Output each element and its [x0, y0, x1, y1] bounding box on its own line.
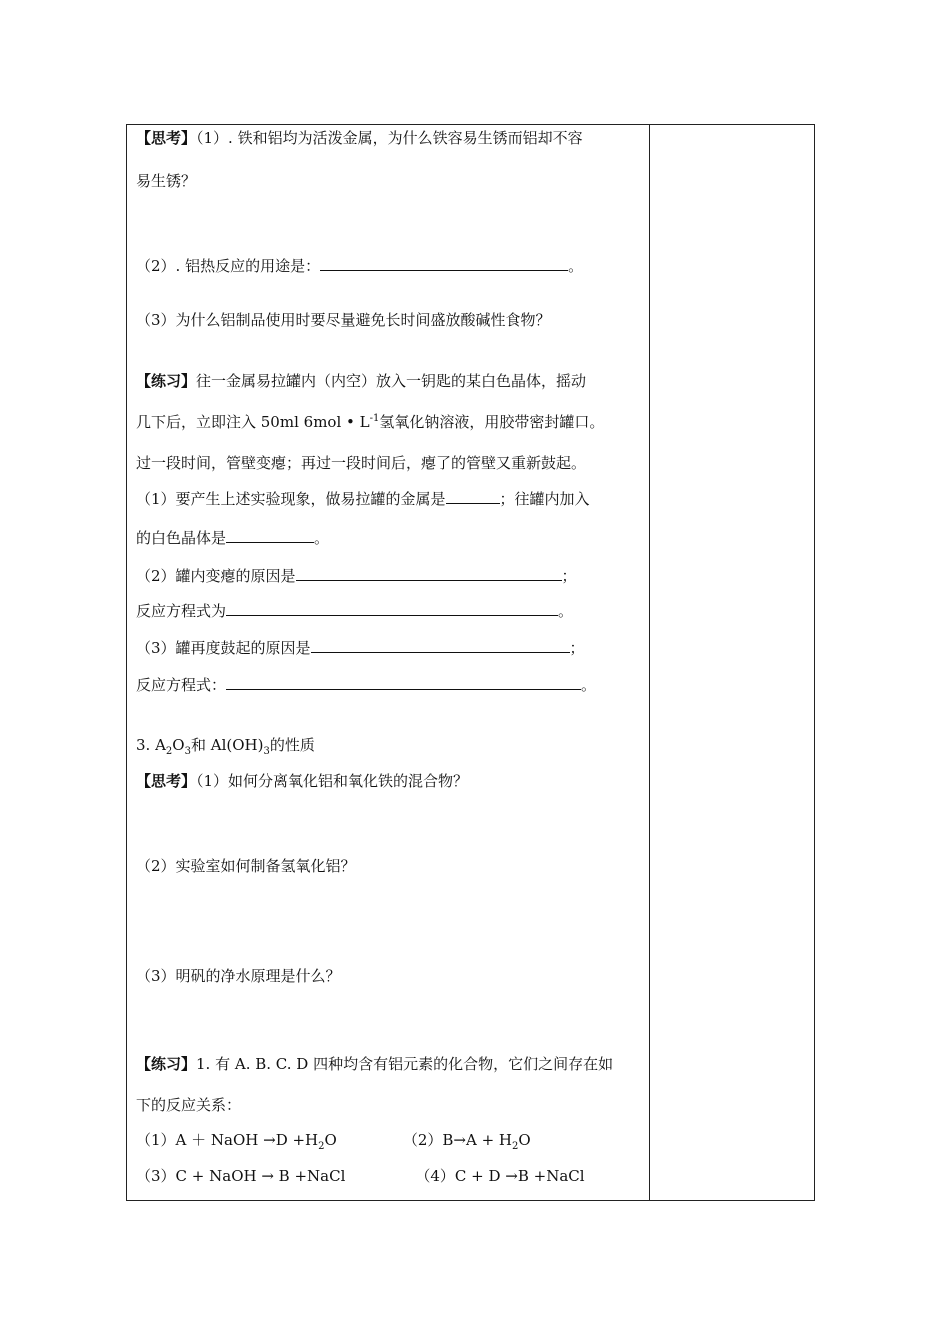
reaction2-b: O: [518, 1131, 531, 1149]
reaction1-a: （1）A ＋ NaOH →D +H: [136, 1131, 319, 1149]
reaction2-a: （2）B→A + H: [402, 1131, 512, 1149]
section3-a: 3. A: [136, 736, 166, 754]
section3-d: 的性质: [269, 736, 315, 754]
think1-q1-text: （1）. 铁和铝均为活泼金属，为什么铁容易生锈而铝却不容: [196, 129, 583, 147]
think1-q3: （3）为什么铝制品使用时要尽量避免长时间盛放酸碱性食物？: [136, 311, 551, 329]
practice1-q1-line1: [136, 489, 590, 509]
practice1-q1-b: ；往罐内加入: [499, 490, 590, 508]
think1-q2-text: （2）. 铝热反应的用途是：: [136, 257, 321, 275]
practice1-q3-end: 。: [581, 676, 597, 694]
practice1-q2-line1: [136, 566, 577, 586]
practice1-q3-blank-equation[interactable]: [226, 675, 581, 690]
practice1-q3-blank-reason[interactable]: [311, 638, 570, 653]
practice1-line2-sup: -1: [369, 413, 380, 424]
section3-sub1: 2: [165, 746, 173, 757]
section3-sub2: 3: [184, 746, 191, 757]
think2-q3: （3）明矾的净水原理是什么？: [136, 967, 341, 985]
practice2-line1-text: 1. 有 A. B. C. D 四种均含有铝元素的化合物，它们之间存在如: [196, 1055, 614, 1073]
practice1-tag: 【练习】: [136, 372, 197, 390]
practice1-q1-blank-metal[interactable]: [446, 489, 500, 504]
practice1-line1: [136, 371, 586, 391]
practice1-q1-blank-crystal[interactable]: [226, 528, 314, 543]
section3-heading: [136, 735, 315, 755]
practice1-q2-blank-reason[interactable]: [296, 566, 562, 581]
practice2-line1: [136, 1054, 613, 1074]
practice1-line3: 过一段时间，管壁变瘪；再过一段时间后，瘪了的管壁又重新鼓起。: [136, 454, 587, 472]
practice1-line2-b: 氢氧化钠溶液，用胶带密封罐口。: [379, 413, 605, 431]
practice1-q2-blank-equation[interactable]: [226, 601, 558, 616]
think1-q1-line1: [136, 128, 583, 148]
practice1-q3-line2: [136, 675, 596, 695]
practice2-line2: 下的反应关系：: [136, 1096, 242, 1114]
column-divider: [649, 125, 650, 1200]
practice1-q1-a: （1）要产生上述实验现象，做易拉罐的金属是: [136, 490, 446, 508]
think2-q1-text: （1）如何分离氧化铝和氧化铁的混合物？: [196, 772, 469, 790]
practice2-tag: 【练习】: [136, 1055, 197, 1073]
section3-c: 和 Al(OH): [190, 736, 264, 754]
think1-q1-line2: 易生锈？: [136, 172, 197, 190]
practice2-reaction-row1: [136, 1130, 531, 1150]
practice1-q2-a: （2）罐内变瘪的原因是: [136, 567, 296, 585]
think2-tag: 【思考】: [136, 772, 197, 790]
worksheet-table: [126, 124, 815, 1201]
section3-b: O: [172, 736, 185, 754]
practice1-line2-a: 几下后，立即注入 50ml 6mol • L: [136, 413, 370, 431]
think1-q2: [136, 256, 583, 276]
reaction1-b: O: [324, 1131, 337, 1149]
practice1-line2: [136, 412, 604, 432]
practice2-reaction-row2: [136, 1166, 585, 1186]
think2-q2: （2）实验室如何制备氢氧化铝？: [136, 857, 356, 875]
reaction2-sub: 2: [511, 1141, 519, 1152]
think2-q1: [136, 771, 468, 791]
practice1-q2-semi: ；: [561, 567, 577, 585]
practice1-q1-c: 的白色晶体是: [136, 529, 227, 547]
reaction3: （3）C + NaOH → B +NaCl: [136, 1167, 346, 1185]
practice1-line1-text: 往一金属易拉罐内（内空）放入一钥匙的某白色晶体，摇动: [196, 372, 587, 390]
practice1-q2-end: 。: [558, 602, 574, 620]
practice1-q1-end: 。: [314, 529, 330, 547]
practice1-q3-line1: [136, 638, 585, 658]
practice1-q2-line2: [136, 601, 573, 621]
practice1-q1-line2: [136, 528, 329, 548]
practice1-q3-a: （3）罐再度鼓起的原因是: [136, 639, 311, 657]
reaction4: （4）C + D →B +NaCl: [415, 1167, 585, 1185]
think1-q2-blank[interactable]: [320, 256, 568, 271]
practice1-q3-eq-label: 反应方程式：: [136, 676, 227, 694]
section3-sub3: 3: [263, 746, 270, 757]
think1-tag: 【思考】: [136, 129, 197, 147]
practice1-q3-semi: ；: [569, 639, 585, 657]
practice1-q2-eq-label: 反应方程式为: [136, 602, 227, 620]
think1-q2-end: 。: [568, 257, 584, 275]
reaction1-sub: 2: [318, 1141, 325, 1152]
